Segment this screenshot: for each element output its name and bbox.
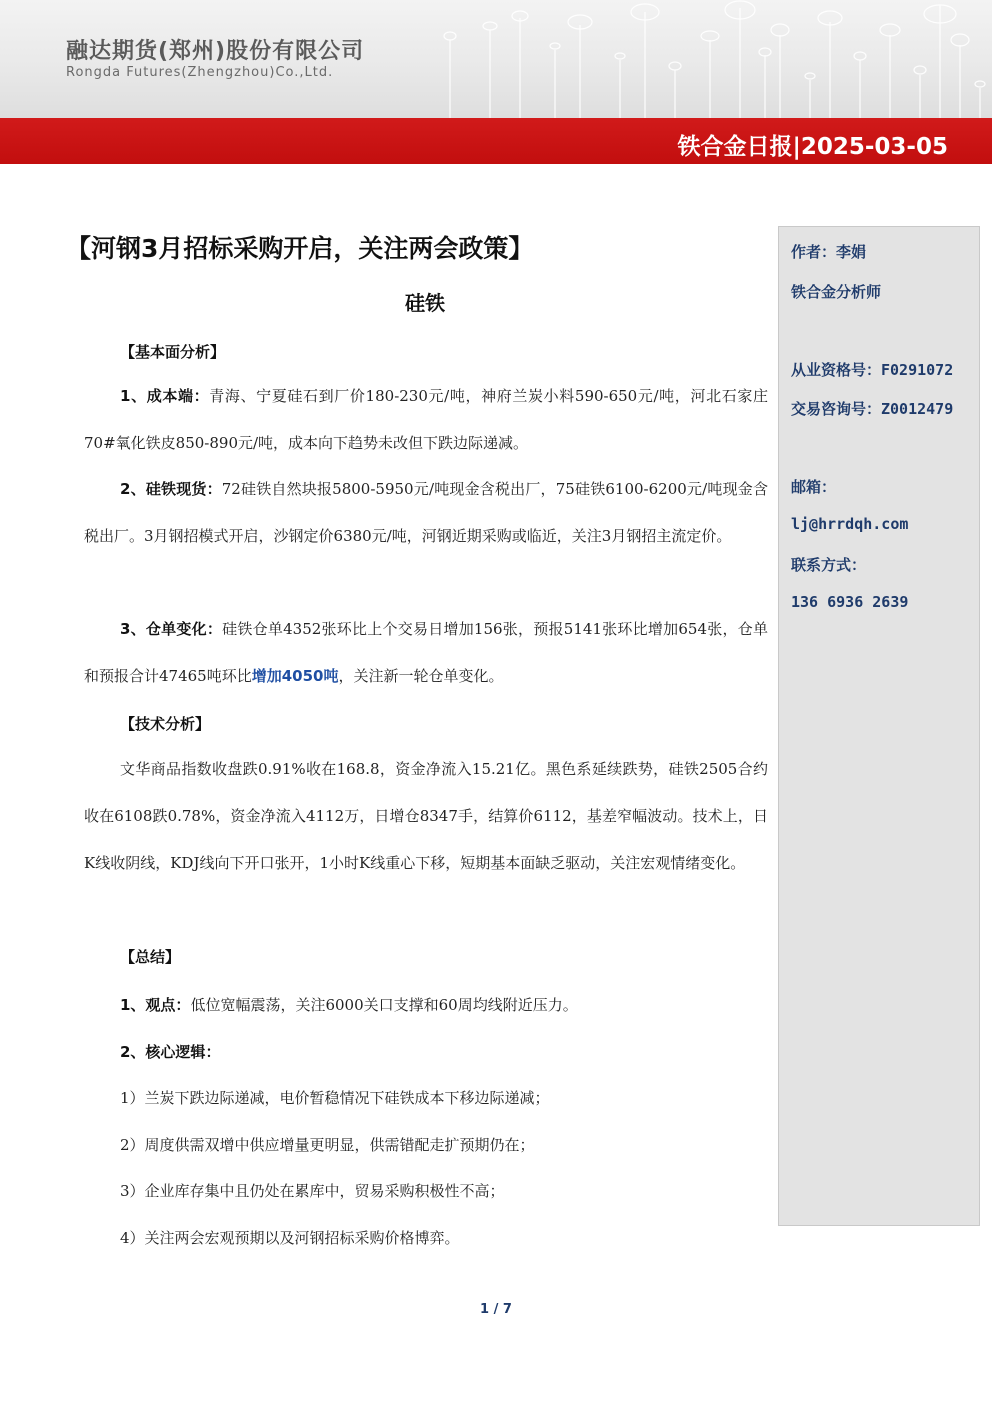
warrant-highlight: 增加4050吨 [251, 667, 339, 685]
license-number: 从业资格号：F0291072 [791, 361, 954, 379]
report-title: 铁合金日报|2025-03-05 [677, 134, 948, 160]
warrant-label: 3、仓单变化： [120, 620, 223, 638]
email-address[interactable]: lj@hrrdqh.com [791, 515, 909, 533]
article-title: 【河钢3月招标采购开启，关注两会政策】 [66, 234, 534, 263]
page-number: 1 / 7 [480, 1302, 512, 1317]
warrant-text-b: ，关注新一轮仓单变化。 [338, 667, 504, 685]
cost-paragraph [84, 373, 768, 467]
header-decoration [420, 0, 992, 118]
cost-label: 1、成本端： [120, 387, 210, 405]
logic-item-4: 4）关注两会宏观预期以及河钢招标采购价格博弈。 [120, 1229, 460, 1247]
spot-label: 2、硅铁现货： [120, 480, 222, 498]
summary-heading: 【总结】 [120, 948, 181, 966]
contact-label: 联系方式： [791, 556, 867, 574]
view-label: 1、观点： [120, 996, 191, 1014]
technical-paragraph: 文华商品指数收盘跌0.91%收在168.8，资金净流入15.21亿。黑色系延续跌势，硅铁2505合约收在6108跌0.78%，资金净流入4112万，日增仓8347手，结算价6112，基差窄幅波动。技术上，日K线收阴线，KDJ线向下开口张开，1小时K线重心下移，短期基本面缺乏驱动，关注宏观情绪变化。 [84, 760, 768, 872]
author-sidebar [778, 226, 980, 1226]
spot-paragraph [84, 466, 768, 560]
article-subtitle: 硅铁 [405, 291, 445, 315]
phone-number: 136 6936 2639 [791, 593, 909, 611]
technical-heading: 【技术分析】 [120, 715, 211, 733]
view-text: 低位宽幅震荡，关注6000关口支撑和60周均线附近压力。 [190, 996, 578, 1014]
author-role: 铁合金分析师 [791, 283, 882, 301]
warrant-text-a: 硅铁仓单4352张环比上个交易日增加156张，预报5141张环比增加654张，仓单和预报合计47465吨环比 [84, 620, 768, 685]
logic-label: 2、核心逻辑： [120, 1043, 221, 1061]
logic-line [120, 1041, 220, 1062]
logic-item-1: 1）兰炭下跌边际递减，电价暂稳情况下硅铁成本下移边际递减； [120, 1089, 550, 1107]
view-line [120, 994, 578, 1015]
author-name: 作者：李娟 [791, 243, 867, 261]
logic-item-2: 2）周度供需双增中供应增量更明显，供需错配走扩预期仍在； [120, 1136, 535, 1154]
email-label: 邮箱： [791, 478, 837, 496]
company-name-en: Rongda Futures(Zhengzhou)Co.,Ltd. [66, 65, 334, 80]
advisory-number: 交易咨询号：Z0012479 [791, 400, 954, 418]
fundamentals-heading: 【基本面分析】 [120, 343, 226, 361]
warrant-paragraph [84, 606, 768, 700]
company-name-cn: 融达期货(郑州)股份有限公司 [66, 39, 365, 64]
page-header [0, 0, 992, 118]
cost-text: 青海、宁夏硅石到厂价180-230元/吨，神府兰炭小料590-650元/吨，河北石家庄70#氧化铁皮850-890元/吨，成本向下趋势未改但下跌边际递减。 [84, 387, 768, 452]
spot-text: 72硅铁自然块报5800-5950元/吨现金含税出厂，75硅铁6100-6200元/吨现金含税出厂。3月钢招模式开启，沙钢定价6380元/吨，河钢近期采购或临近，关注3月钢招主流定价。 [84, 480, 768, 545]
logic-item-3: 3）企业库存集中且仍处在累库中，贸易采购积极性不高； [120, 1182, 505, 1200]
